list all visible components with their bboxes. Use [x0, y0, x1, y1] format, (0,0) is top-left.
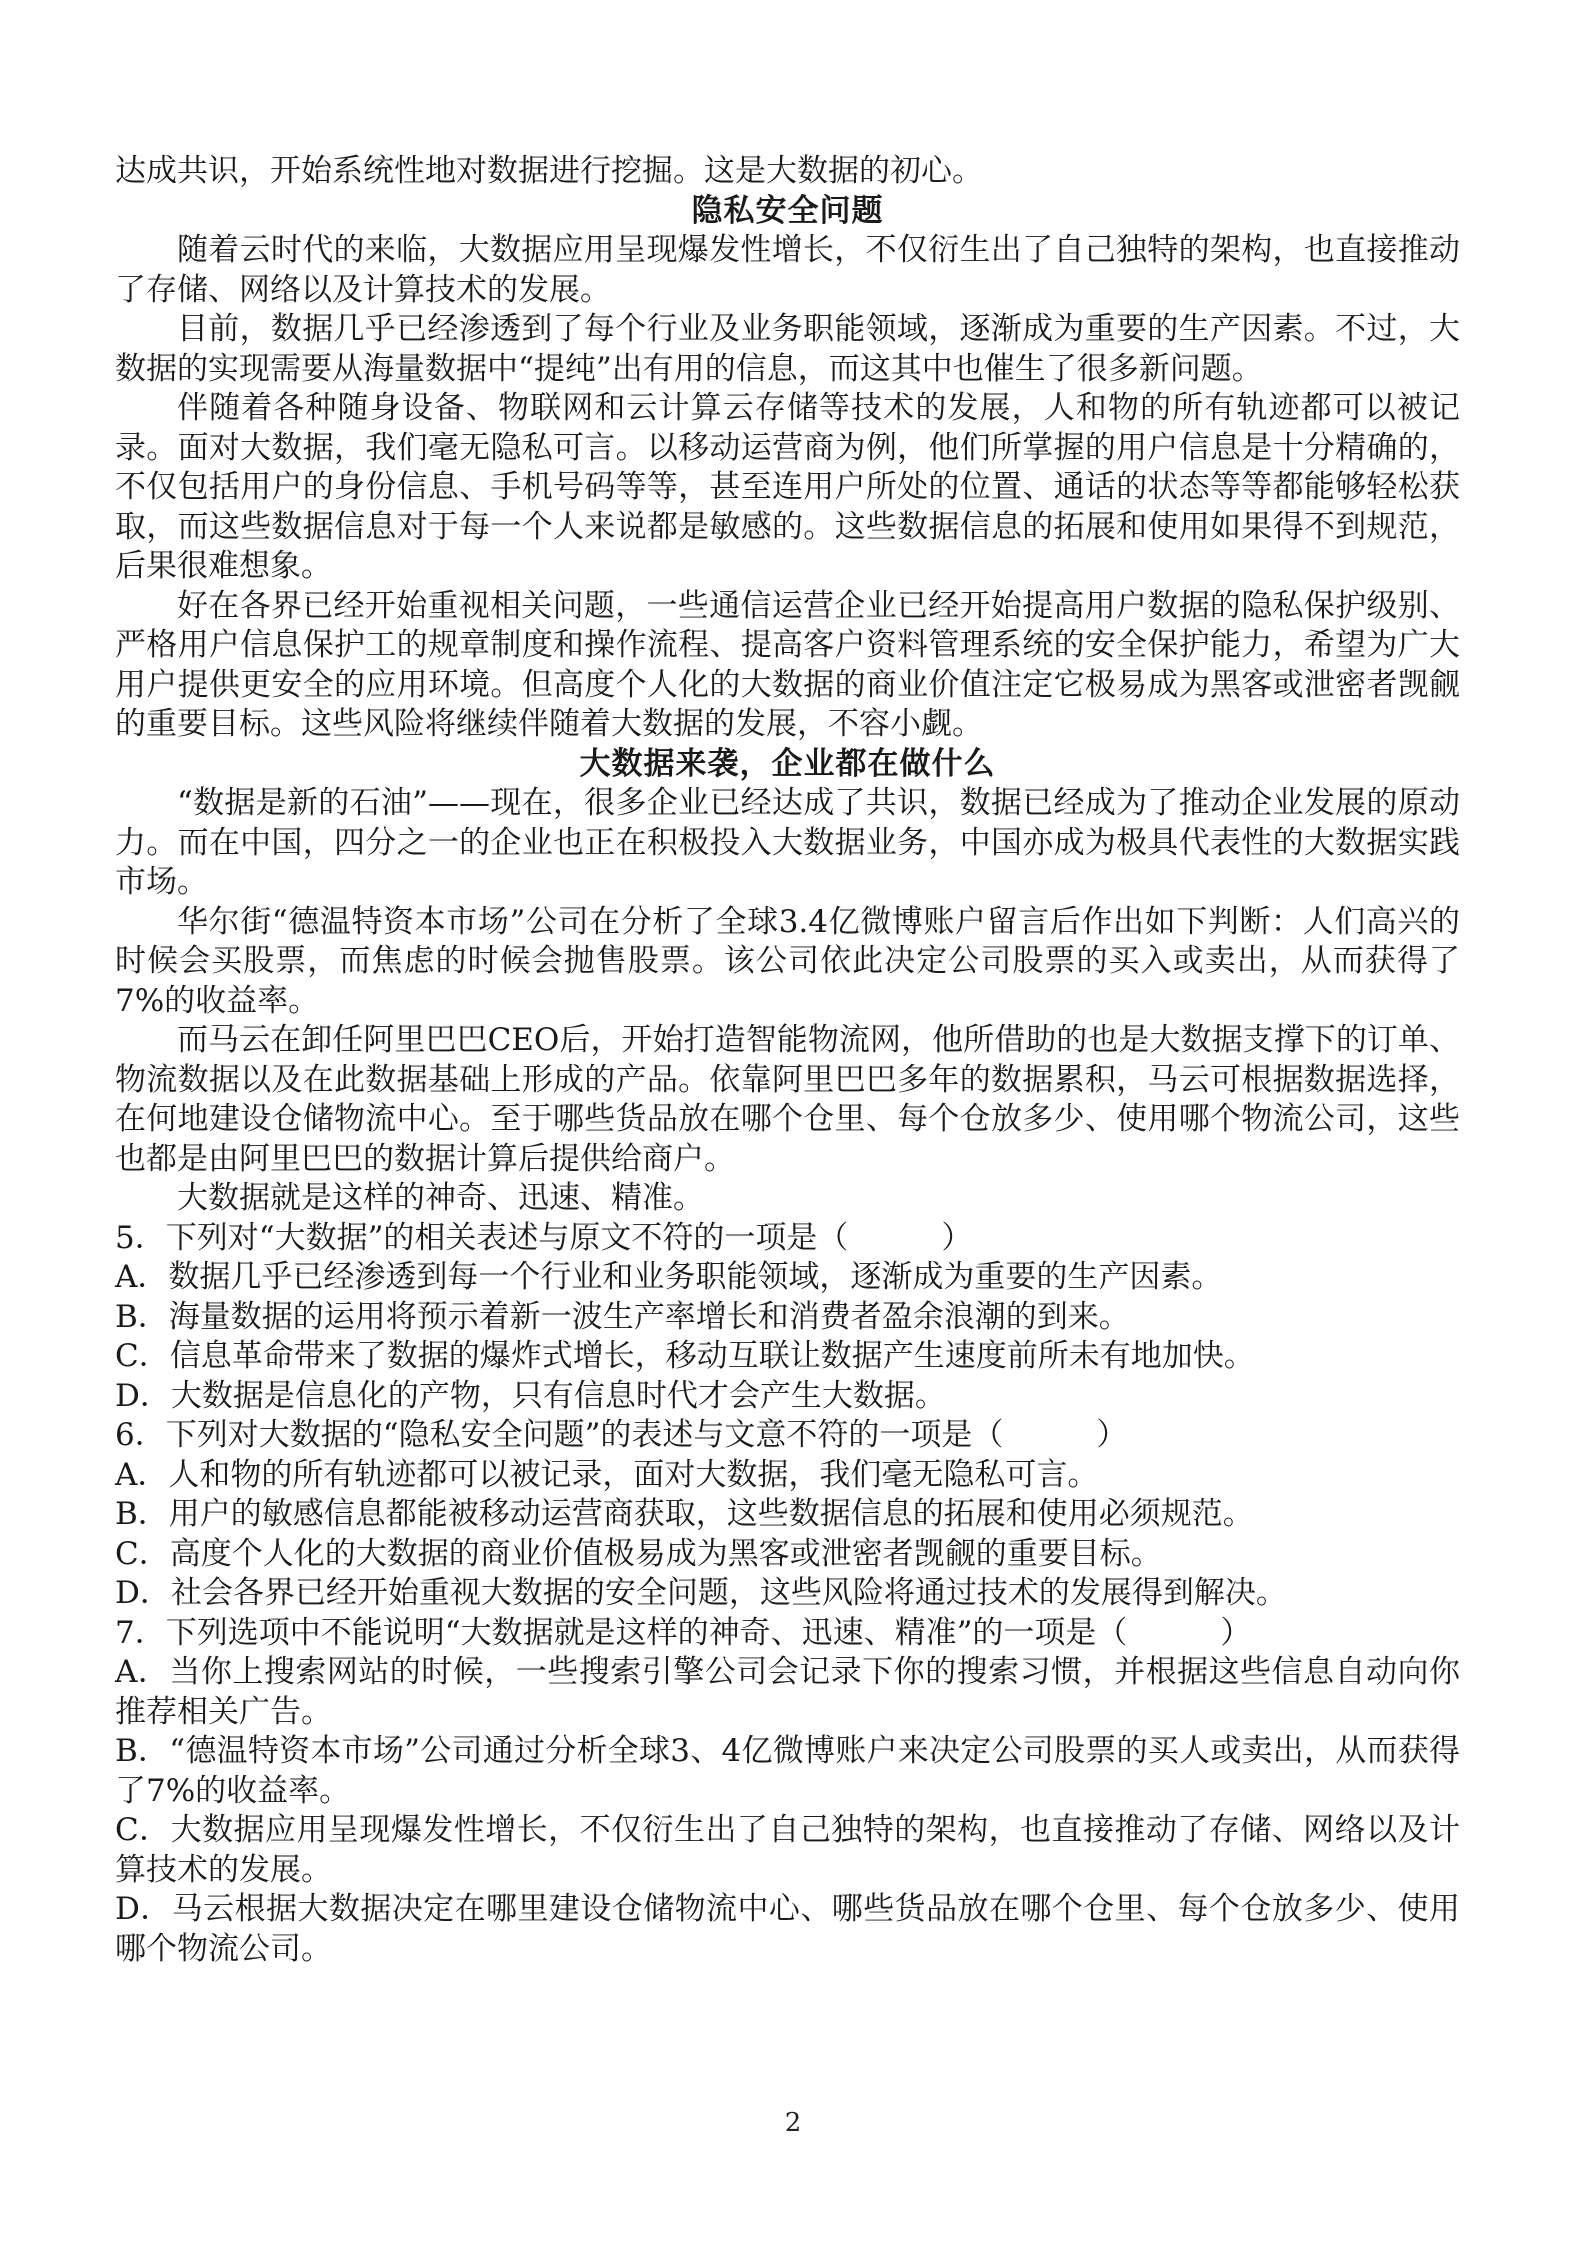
question-5: [115, 1219, 1460, 1417]
page-number: 2: [784, 2108, 802, 2138]
option-d: D．马云根据大数据决定在哪里建设仓储物流中心、哪些货品放在哪个仓里、每个仓放多少、使用哪个物流公司。: [115, 1891, 1460, 1967]
enterprise-paragraph: “数据是新的石油”——现在，很多企业已经达成了共识，数据已经成为了推动企业发展的原动力。而在中国，四分之一的企业也正在积极投入大数据业务，中国亦成为极具代表性的大数据实践市场。: [115, 785, 1460, 900]
question-stem: 6．下列对大数据的“隐私安全问题”的表述与文意不符的一项是（ ）: [115, 1417, 1128, 1453]
option-d: D．社会各界已经开始重视大数据的安全问题，这些风险将通过技术的发展得到解决。: [115, 1575, 1287, 1611]
option-c: C．信息革命带来了数据的爆炸式增长，移动互联让数据产生速度前所未有地加快。: [115, 1338, 1255, 1374]
option-c: C．高度个人化的大数据的商业价值极易成为黑客或泄密者觊觎的重要目标。: [115, 1535, 1162, 1572]
option-b: B．用户的敏感信息都能被移动运营商获取，这些数据信息的拓展和使用必须规范。: [115, 1496, 1254, 1532]
enterprise-paragraph: 华尔街“德温特资本市场”公司在分析了全球3.4亿微博账户留言后作出如下判断：人们高兴的时候会买股票，而焦虑的时候会抛售股票。该公司依此决定公司股票的买入或卖出，从而获得了7%的收益率。: [115, 903, 1460, 1019]
option-d: D．大数据是信息化的产物，只有信息时代才会产生大数据。: [115, 1377, 946, 1414]
privacy-paragraph: 目前，数据几乎已经渗透到了每个行业及业务职能领域，逐渐成为重要的生产因素。不过，大数据的实现需要从海量数据中“提纯”出有用的信息，而这其中也催生了很多新问题。: [115, 311, 1460, 387]
section-heading-enterprise: 大数据来袭，企业都在做什么: [579, 745, 996, 782]
question-stem: 5．下列对“大数据”的相关表述与原文不符的一项是（ ）: [115, 1219, 973, 1256]
intro-paragraph: 达成共识，开始系统性地对数据进行挖掘。这是大数据的初心。: [115, 153, 983, 189]
privacy-paragraph: 好在各界已经开始重视相关问题，一些通信运营企业已经开始提高用户数据的隐私保护级别、严格用户信息保护工的规章制度和操作流程、提高客户资料管理系统的安全保护能力，希望为广大用户提供更安全的应用环境。但高度个人化的大数据的商业价值注定它极易成为黑客或泄密者觊觎的重要目标。这些风险将继续伴随着大数据的发展，不容小觑。: [115, 587, 1460, 742]
option-a: A．数据几乎已经渗透到每一个行业和业务职能领域，逐渐成为重要的生产因素。: [115, 1259, 1223, 1295]
question-7: [115, 1614, 1460, 1970]
section-heading-privacy: 隐私安全问题: [691, 192, 884, 229]
enterprise-paragraph: 大数据就是这样的神奇、迅速、精准。: [177, 1180, 704, 1216]
privacy-paragraph: 随着云时代的来临，大数据应用呈现爆发性增长，不仅衍生出了自己独特的架构，也直接推动了存储、网络以及计算技术的发展。: [115, 232, 1460, 308]
option-b: B．海量数据的运用将预示着新一波生产率增长和消费者盈余浪潮的到来。: [115, 1298, 1130, 1335]
question-stem: 7．下列选项中不能说明“大数据就是这样的神奇、迅速、精准”的一项是（ ）: [115, 1614, 1252, 1651]
question-6: [115, 1416, 1460, 1614]
privacy-paragraph: 伴随着各种随身设备、物联网和云计算云存储等技术的发展，人和物的所有轨迹都可以被记录。面对大数据，我们毫无隐私可言。以移动运营商为例，他们所掌握的用户信息是十分精确的，不仅包括用户的身份信息、手机号码等等，甚至连用户所处的位置、通话的状态等等都能够轻松获取，而这些数据信息对于每一个人来说都是敏感的。这些数据信息的拓展和使用如果得不到规范，后果很难想象。: [115, 390, 1460, 584]
option-a: A．人和物的所有轨迹都可以被记录，面对大数据，我们毫无隐私可言。: [115, 1456, 1099, 1493]
option-c: C．大数据应用呈现爆发性增长，不仅衍生出了自己独特的架构，也直接推动了存储、网络以及计算技术的发展。: [115, 1812, 1460, 1888]
document-body: [115, 152, 1460, 1969]
enterprise-paragraph: 而马云在卸任阿里巴巴CEO后，开始打造智能物流网，他所借助的也是大数据支撑下的订单、物流数据以及在此数据基础上形成的产品。依靠阿里巴巴多年的数据累积，马云可根据数据选择，在何地建设仓储物流中心。至于哪些货品放在哪个仓里、每个仓放多少、使用哪个物流公司，这些也都是由阿里巴巴的数据计算后提供给商户。: [115, 1022, 1460, 1177]
option-a: A．当你上搜索网站的时候，一些搜索引擎公司会记录下你的搜索习惯，并根据这些信息自动向你推荐相关广告。: [115, 1654, 1460, 1730]
option-b: B．“德温特资本市场”公司通过分析全球3、4亿微博账户来决定公司股票的买人或卖出，从而获得了7%的收益率。: [115, 1733, 1460, 1809]
